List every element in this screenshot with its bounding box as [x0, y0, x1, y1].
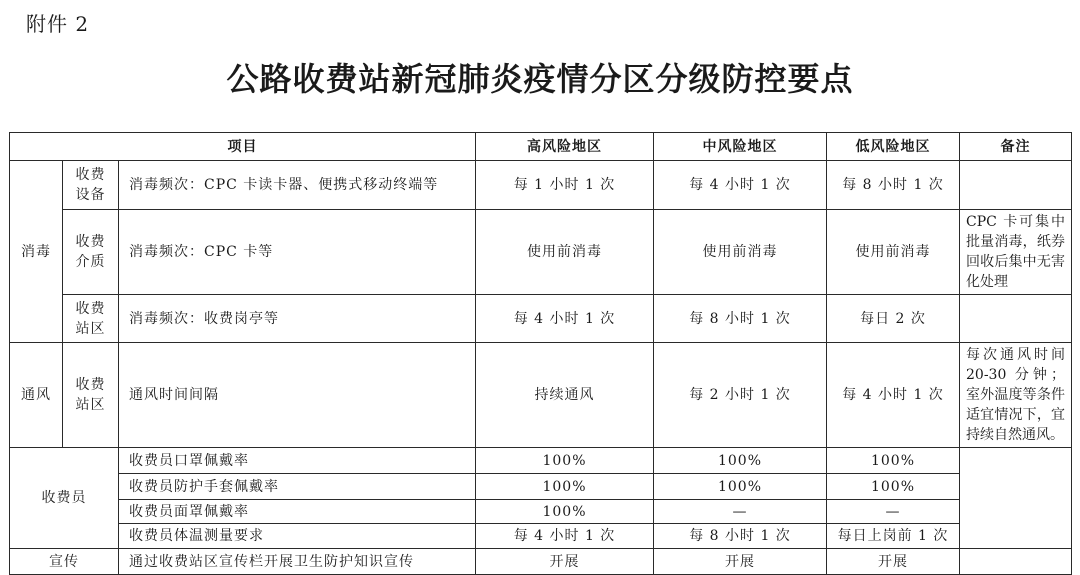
header-item: 项目 [10, 133, 476, 161]
subgroup-cell [63, 161, 119, 210]
low-risk-cell: 开展 [827, 549, 960, 575]
subgroup-line: 收费 [75, 234, 106, 250]
low-risk-cell: 每日 2 次 [827, 295, 960, 343]
high-risk-cell: 每 4 小时 1 次 [476, 295, 654, 343]
subgroup-line: 站区 [75, 320, 106, 337]
medium-risk-cell: 每 2 小时 1 次 [654, 343, 827, 448]
medium-risk-cell: 每 4 小时 1 次 [654, 161, 827, 210]
header-remark: 备注 [960, 133, 1072, 161]
remark-cell [960, 295, 1072, 343]
table-row [10, 210, 1072, 295]
item-cell: 收费员体温测量要求 [119, 524, 476, 549]
page-title: 公路收费站新冠肺炎疫情分区分级防控要点 [226, 60, 854, 98]
remark-cell: 每次通风时间 20-30 分钟；室外温度等条件适宜情况下，宜持续自然通风。 [960, 343, 1072, 448]
table-row [10, 474, 1072, 500]
item-cell: 通过收费站区宣传栏开展卫生防护知识宣传 [119, 549, 476, 575]
table-row [10, 524, 1072, 549]
table-row [10, 161, 1072, 210]
table-row [10, 295, 1072, 343]
medium-risk-cell: 每 8 小时 1 次 [654, 524, 827, 549]
low-risk-cell: 每 4 小时 1 次 [827, 343, 960, 448]
high-risk-cell: 持续通风 [476, 343, 654, 448]
medium-risk-cell: 每 8 小时 1 次 [654, 295, 827, 343]
item-cell: 消毒频次：收费岗亭等 [119, 295, 476, 343]
table-header-row [10, 133, 1072, 161]
low-risk-cell: — [827, 500, 960, 524]
item-cell: 消毒频次：CPC 卡等 [119, 210, 476, 295]
subgroup-line: 介质 [75, 254, 106, 270]
item-cell: 收费员口罩佩戴率 [119, 448, 476, 474]
low-risk-cell: 使用前消毒 [827, 210, 960, 295]
remark-cell [960, 549, 1072, 575]
high-risk-cell: 开展 [476, 549, 654, 575]
high-risk-cell: 使用前消毒 [476, 210, 654, 295]
item-cell: 通风时间间隔 [119, 343, 476, 448]
header-medium-risk: 中风险地区 [654, 133, 827, 161]
subgroup-line: 设备 [75, 187, 106, 203]
medium-risk-cell: 100% [654, 448, 827, 474]
prevention-table [9, 132, 1072, 575]
low-risk-cell: 每日上岗前 1 次 [827, 524, 960, 549]
group-publicity: 宣传 [10, 549, 119, 575]
high-risk-cell: 100% [476, 448, 654, 474]
remark-cell [960, 448, 1072, 549]
attachment-label: 附件 2 [26, 12, 90, 36]
table-row [10, 343, 1072, 448]
subgroup-cell [63, 210, 119, 295]
group-ventilation: 通风 [10, 343, 63, 448]
table-row [10, 549, 1072, 575]
table-row [10, 500, 1072, 524]
item-cell: 收费员防护手套佩戴率 [119, 474, 476, 500]
group-disinfection: 消毒 [10, 161, 63, 343]
remark-cell: CPC 卡可集中批量消毒，纸券回收后集中无害化处理 [960, 210, 1072, 295]
high-risk-cell: 每 1 小时 1 次 [476, 161, 654, 210]
table-row [10, 448, 1072, 474]
subgroup-cell [63, 295, 119, 343]
subgroup-line: 收费 [75, 167, 106, 183]
item-cell: 收费员面罩佩戴率 [119, 500, 476, 524]
medium-risk-cell: — [654, 500, 827, 524]
high-risk-cell: 100% [476, 500, 654, 524]
low-risk-cell: 每 8 小时 1 次 [827, 161, 960, 210]
medium-risk-cell: 使用前消毒 [654, 210, 827, 295]
low-risk-cell: 100% [827, 448, 960, 474]
high-risk-cell: 每 4 小时 1 次 [476, 524, 654, 549]
remark-cell [960, 161, 1072, 210]
header-low-risk: 低风险地区 [827, 133, 960, 161]
item-cell: 消毒频次：CPC 卡读卡器、便携式移动终端等 [119, 161, 476, 210]
subgroup-line: 收费 [75, 377, 106, 393]
medium-risk-cell: 100% [654, 474, 827, 500]
subgroup-line: 收费 [75, 300, 106, 317]
subgroup-line: 站区 [75, 397, 106, 413]
group-toll-staff: 收费员 [10, 448, 119, 549]
medium-risk-cell: 开展 [654, 549, 827, 575]
high-risk-cell: 100% [476, 474, 654, 500]
header-high-risk: 高风险地区 [476, 133, 654, 161]
subgroup-cell [63, 343, 119, 448]
low-risk-cell: 100% [827, 474, 960, 500]
